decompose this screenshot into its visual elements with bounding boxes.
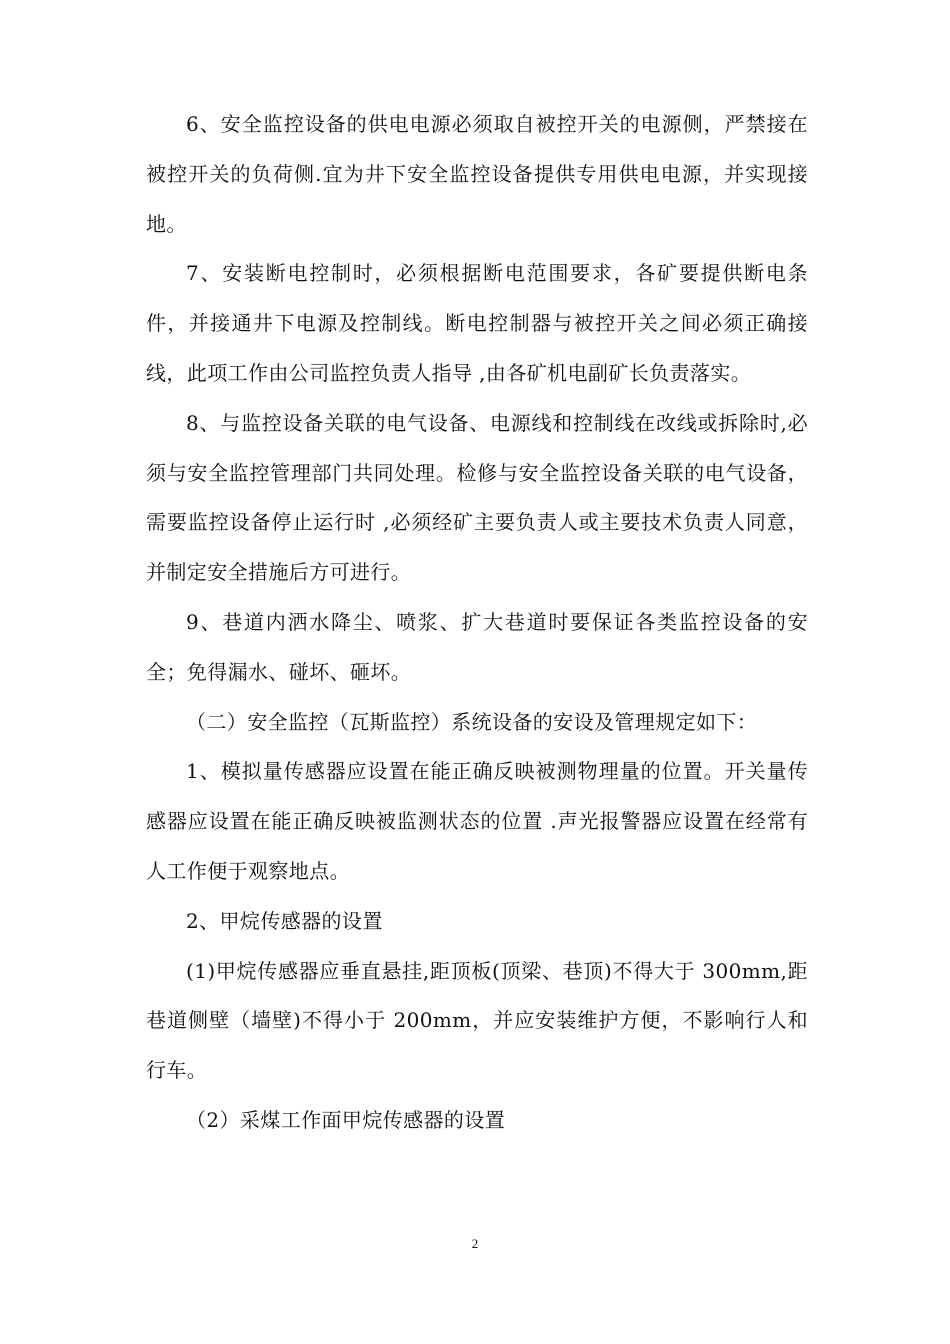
paragraph-item-2: 2、甲烷传感器的设置 [186, 908, 383, 933]
paragraph-item-6: 6、安全监控设备的供电电源必须取自被控开关的电源侧，严禁接在被控开关的负荷侧.宜为井下安全监控设备提供专用供电电源，并实现接地。 [146, 112, 808, 236]
section-heading-2: （二）安全监控（瓦斯监控）系统设备的安设及管理规定如下： [186, 709, 758, 734]
paragraph-subitem-2: （2）采煤工作面甲烷传感器的设置 [186, 1107, 506, 1132]
paragraph-subitem-1: (1)甲烷传感器应垂直悬挂,距顶板(顶梁、巷顶)不得大于 300mm,距巷道侧壁（墙壁)不得小于 200mm，并应安装维护方便，不影响行人和行车。 [146, 958, 808, 1083]
paragraph-item-1: 1、模拟量传感器应设置在能正确反映被测物理量的位置。开关量传感器应设置在能正确反映被监测状态的位置 .声光报警器应设置在经常有人工作便于观察地点。 [146, 759, 808, 883]
paragraph-item-8: 8、与监控设备关联的电气设备、电源线和控制线在改线或拆除时,必须与安全监控管理部门共同处理。检修与安全监控设备关联的电气设备，需要监控设备停止运行时 ,必须经矿主要负责人或主要技术负责人同意，并制定安全措施后方可进行。 [146, 410, 808, 585]
paragraph-item-9: 9、巷道内洒水降尘、喷浆、扩大巷道时要保证各类监控设备的安全；免得漏水、碰坏、砸坏。 [146, 609, 808, 684]
page-number: 2 [471, 1236, 479, 1251]
document-body [146, 100, 808, 1146]
paragraph-item-7: 7、安装断电控制时，必须根据断电范围要求，各矿要提供断电条件，并接通井下电源及控制线。断电控制器与被控开关之间必须正确接线，此项工作由公司监控负责人指导 ,由各矿机电副矿长负责落实。 [146, 261, 808, 385]
